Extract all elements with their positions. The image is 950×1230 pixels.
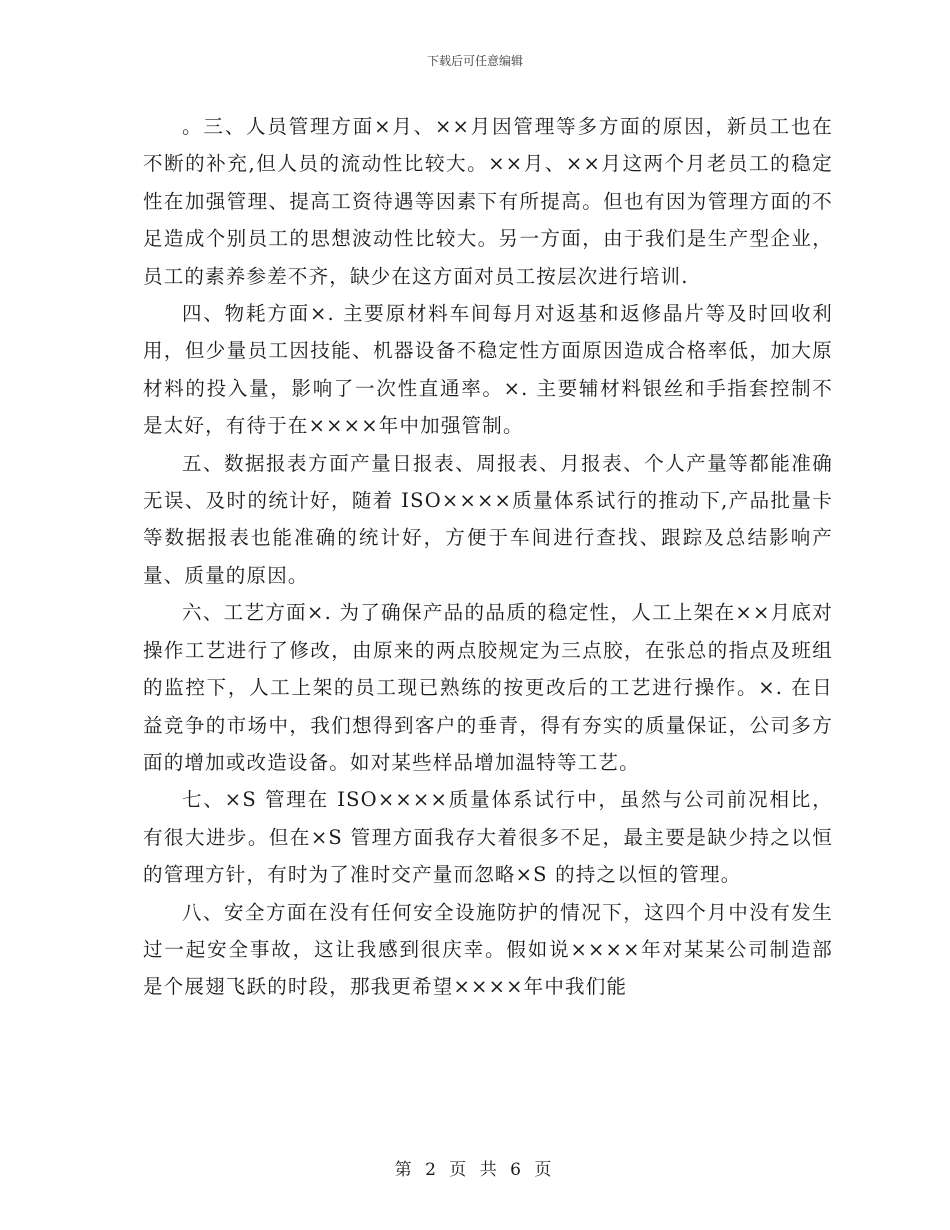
paragraph-personnel-management: 。三、人员管理方面×月、××月因管理等多方面的原因，新员工也在不断的补充,但人员的流动性比较大。××月、××月这两个月老员工的稳定性在加强管理、提高工资待遇等因素下有所提高。但也有因为管理方面的不足造成个别员工的思想波动性比较大。另一方面，由于我们是生产型企业，员工的素养参差不齐，缺少在这方面对员工按层次进行培训.: [143, 115, 833, 288]
document-body: [143, 108, 833, 1006]
paragraph-process-craft: 六、工艺方面×. 为了确保产品的品质的稳定性，人工上架在××月底对操作工艺进行了修改，由原来的两点胶规定为三点胶，在张总的指点及班组的监控下，人工上架的员工现已熟练的按更改后的工艺进行操作。×. 在日益竞争的市场中，我们想得到客户的垂青，得有夯实的质量保证，公司多方面的增加或改造设备。如对某些样品增加温特等工艺。: [143, 601, 833, 774]
page-number-footer: 第 2 页 共 6 页: [394, 1160, 556, 1180]
paragraph-safety: 八、安全方面在没有任何安全设施防护的情况下，这四个月中没有发生过一起安全事故，这让我感到很庆幸。假如说××××年对某某公司制造部是个展翅飞跃的时段，那我更希望××××年中我们能: [143, 900, 833, 999]
paragraph-s-management: 七、×S 管理在 ISO××××质量体系试行中，虽然与公司前况相比，有很大进步。但在×S 管理方面我存大着很多不足，最主要是缺少持之以恒的管理方针，有时为了准时交产量而忽略×S 的持之以恒的管理。: [143, 788, 833, 887]
paragraph-data-reports: 五、数据报表方面产量日报表、周报表、月报表、个人产量等都能准确无误、及时的统计好，随着 ISO××××质量体系试行的推动下,产品批量卡等数据报表也能准确的统计好，方便于车间进行查找、跟踪及总结影响产量、质量的原因。: [143, 451, 833, 587]
paragraph-material-consumption: 四、物耗方面×. 主要原材料车间每月对返基和返修晶片等及时回收利用，但少量员工因技能、机器设备不稳定性方面原因造成合格率低，加大原材料的投入量，影响了一次性直通率。×. 主要辅材料银丝和手指套控制不是太好，有待于在××××年中加强管制。: [143, 302, 833, 438]
page-header: 下载后可任意编辑: [426, 54, 523, 68]
